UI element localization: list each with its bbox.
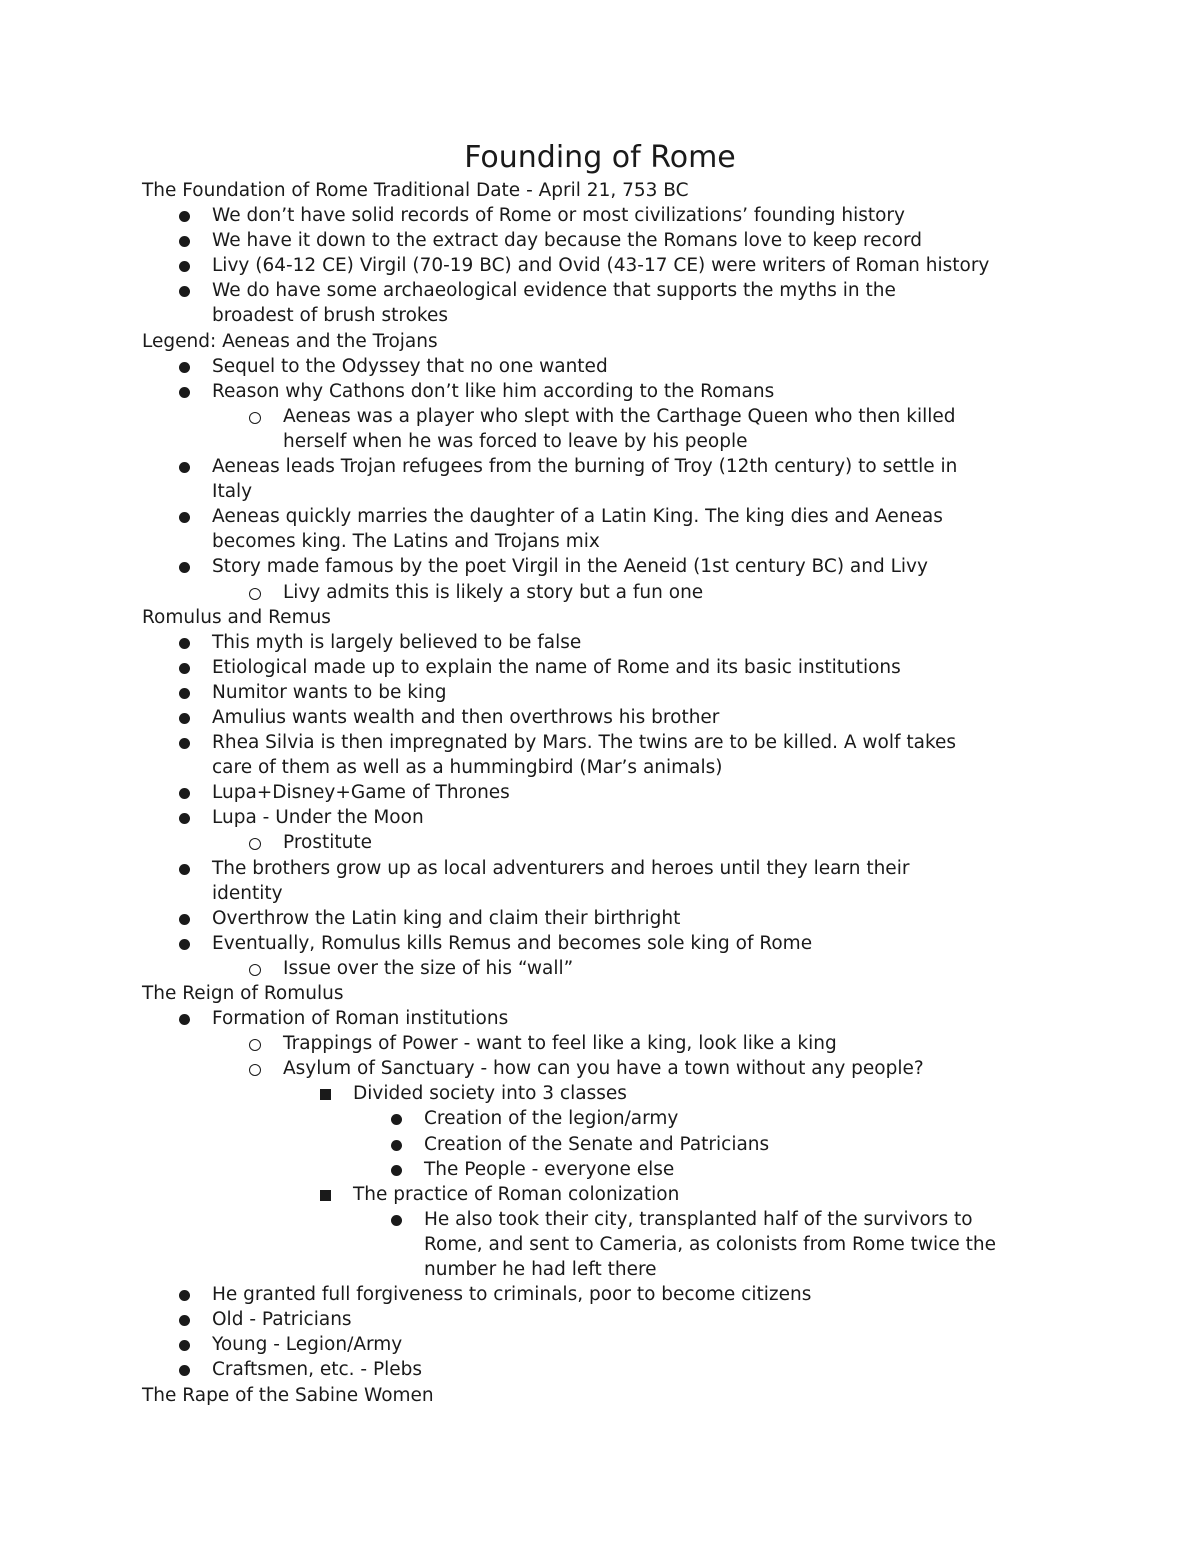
filled-bullet-icon	[174, 1357, 194, 1383]
list-item	[142, 680, 1062, 705]
filled-bullet-icon	[174, 630, 194, 656]
list-item-text: We do have some archaeological evidence that supports the myths in the	[212, 280, 896, 302]
filled-bullet-icon	[174, 278, 194, 304]
filled-bullet-icon	[174, 203, 194, 229]
filled-bullet-icon	[174, 705, 194, 731]
list-item	[142, 203, 1062, 228]
list-item-text: becomes king. The Latins and Trojans mix	[212, 531, 600, 553]
list-item-continuation	[142, 529, 1062, 554]
list-item-text: Craftsmen, etc. - Plebs	[212, 1359, 423, 1381]
list-item-continuation	[142, 429, 1062, 454]
page-title: Founding of Rome	[464, 140, 736, 175]
list-item-text: herself when he was forced to leave by his people	[283, 430, 748, 452]
list-item-text: Sequel to the Odyssey that no one wanted	[212, 355, 608, 377]
list-item-text: Reason why Cathons don’t like him according to the Romans	[212, 380, 775, 402]
list-item-continuation	[142, 755, 1062, 780]
list-item	[142, 1056, 1062, 1081]
list-item-text: Story made famous by the poet Virgil in the Aeneid (1st century BC) and Livy	[212, 556, 928, 578]
list-item-text: We have it down to the extract day because the Romans love to keep record	[212, 230, 923, 252]
list-item-text: Livy (64-12 CE) Virgil (70-19 BC) and Ovid (43-17 CE) were writers of Roman history	[212, 255, 990, 277]
list-item	[142, 1132, 1062, 1157]
filled-bullet-icon	[174, 228, 194, 254]
list-item	[142, 805, 1062, 830]
list-item-text: Rome, and sent to Cameria, as colonists from Rome twice the	[424, 1233, 996, 1255]
list-item-text: The brothers grow up as local adventurers and heroes until they learn their	[212, 857, 910, 879]
filled-bullet-icon	[174, 931, 194, 957]
filled-bullet-icon	[174, 1332, 194, 1358]
filled-bullet-icon	[174, 1006, 194, 1032]
list-item	[142, 1006, 1062, 1031]
square-bullet-icon	[315, 1081, 335, 1107]
list-item	[142, 730, 1062, 755]
hollow-bullet-icon	[245, 956, 265, 983]
list-item-text: broadest of brush strokes	[212, 305, 449, 327]
list-item-text: He also took their city, transplanted half of the survivors to	[424, 1208, 973, 1230]
list-item-text: Rhea Silvia is then impregnated by Mars. The twins are to be killed. A wolf takes	[212, 732, 957, 754]
list-item-text: Aeneas was a player who slept with the Carthage Queen who then killed	[283, 405, 956, 427]
list-item-text: Livy admits this is likely a story but a fun one	[283, 581, 704, 603]
hollow-bullet-icon	[245, 1056, 265, 1083]
list-item	[142, 780, 1062, 805]
list-item	[142, 705, 1062, 730]
list-item	[142, 1031, 1062, 1056]
hollow-bullet-icon	[245, 1031, 265, 1058]
filled-bullet-icon	[174, 504, 194, 530]
list-item	[142, 830, 1062, 855]
list-item-text: Etiological made up to explain the name of Rome and its basic institutions	[212, 656, 901, 678]
list-item-text: Creation of the legion/army	[424, 1108, 679, 1130]
list-item-text: Formation of Roman institutions	[212, 1008, 509, 1030]
list-item-text: care of them as well as a hummingbird (Mar’s animals)	[212, 757, 723, 779]
list-item-text: Aeneas leads Trojan refugees from the burning of Troy (12th century) to settle in	[212, 456, 958, 478]
square-bullet-icon	[315, 1182, 335, 1208]
filled-bullet-icon	[174, 780, 194, 806]
section-heading: Romulus and Remus	[142, 606, 331, 628]
filled-bullet-icon	[174, 554, 194, 580]
list-item-text: Amulius wants wealth and then overthrows his brother	[212, 706, 720, 728]
list-item-text: identity	[212, 882, 283, 904]
list-item	[142, 630, 1062, 655]
list-item	[142, 580, 1062, 605]
section-heading: The Foundation of Rome Traditional Date - April 21, 753 BC	[142, 180, 689, 201]
list-item	[142, 504, 1062, 529]
list-item-continuation	[142, 881, 1062, 906]
filled-bullet-icon	[174, 730, 194, 756]
list-item-text: The People - everyone else	[424, 1158, 675, 1180]
list-item	[142, 655, 1062, 680]
list-item-text: Young - Legion/Army	[212, 1334, 403, 1356]
filled-bullet-icon	[174, 1282, 194, 1308]
filled-bullet-icon	[386, 1157, 406, 1183]
list-item-text: Lupa - Under the Moon	[212, 807, 424, 829]
list-item-text: Asylum of Sanctuary - how can you have a town without any people?	[283, 1058, 924, 1080]
list-item-text: Divided society into 3 classes	[353, 1083, 627, 1105]
list-item-text: He granted full forgiveness to criminals, poor to become citizens	[212, 1284, 812, 1306]
list-item	[142, 1081, 1062, 1106]
list-item-text: Overthrow the Latin king and claim their birthright	[212, 907, 681, 929]
section-heading: The Reign of Romulus	[142, 983, 344, 1004]
list-item-continuation	[142, 479, 1062, 504]
list-item	[142, 1332, 1062, 1357]
hollow-bullet-icon	[245, 830, 265, 857]
list-item	[142, 253, 1062, 278]
list-item	[142, 906, 1062, 931]
list-item-text: Prostitute	[283, 832, 372, 854]
list-item	[142, 1307, 1062, 1332]
filled-bullet-icon	[174, 354, 194, 380]
notes-body	[142, 178, 1062, 1408]
list-item	[142, 1357, 1062, 1382]
filled-bullet-icon	[386, 1106, 406, 1132]
list-item	[142, 856, 1062, 881]
list-item-text: The practice of Roman colonization	[353, 1183, 680, 1205]
filled-bullet-icon	[174, 906, 194, 932]
list-item	[142, 354, 1062, 379]
list-item	[142, 931, 1062, 956]
list-item-text: Creation of the Senate and Patricians	[424, 1133, 770, 1155]
list-item	[142, 1157, 1062, 1182]
filled-bullet-icon	[174, 253, 194, 279]
list-item	[142, 379, 1062, 404]
list-item	[142, 404, 1062, 429]
hollow-bullet-icon	[245, 404, 265, 431]
list-item	[142, 278, 1062, 303]
list-item-continuation	[142, 303, 1062, 328]
filled-bullet-icon	[174, 680, 194, 706]
list-item	[142, 228, 1062, 253]
list-item-text: Lupa+Disney+Game of Thrones	[212, 782, 510, 804]
list-item-text: Eventually, Romulus kills Remus and becomes sole king of Rome	[212, 932, 813, 954]
filled-bullet-icon	[386, 1207, 406, 1233]
list-item-text: We don’t have solid records of Rome or most civilizations’ founding history	[212, 205, 905, 227]
list-item-text: Italy	[212, 481, 253, 503]
filled-bullet-icon	[174, 805, 194, 831]
list-item	[142, 1207, 1062, 1232]
filled-bullet-icon	[174, 856, 194, 882]
list-item-text: Old - Patricians	[212, 1309, 352, 1331]
filled-bullet-icon	[386, 1132, 406, 1158]
filled-bullet-icon	[174, 379, 194, 405]
list-item	[142, 1106, 1062, 1131]
list-item-text: Aeneas quickly marries the daughter of a Latin King. The king dies and Aeneas	[212, 506, 943, 528]
list-item-text: Issue over the size of his “wall”	[283, 957, 574, 979]
list-item-text: Trappings of Power - want to feel like a king, look like a king	[283, 1033, 837, 1055]
list-item-text: number he had left there	[424, 1259, 657, 1281]
list-item-text: Numitor wants to be king	[212, 681, 447, 703]
list-item	[142, 956, 1062, 981]
filled-bullet-icon	[174, 1307, 194, 1333]
section-heading: Legend: Aeneas and the Trojans	[142, 330, 438, 352]
filled-bullet-icon	[174, 454, 194, 480]
list-item	[142, 1282, 1062, 1307]
list-item	[142, 1182, 1062, 1207]
list-item-continuation	[142, 1232, 1062, 1257]
list-item-continuation	[142, 1257, 1062, 1282]
list-item	[142, 554, 1062, 579]
filled-bullet-icon	[174, 655, 194, 681]
hollow-bullet-icon	[245, 580, 265, 607]
list-item-text: This myth is largely believed to be false	[212, 631, 582, 653]
section-heading: The Rape of the Sabine Women	[142, 1384, 434, 1406]
list-item	[142, 454, 1062, 479]
